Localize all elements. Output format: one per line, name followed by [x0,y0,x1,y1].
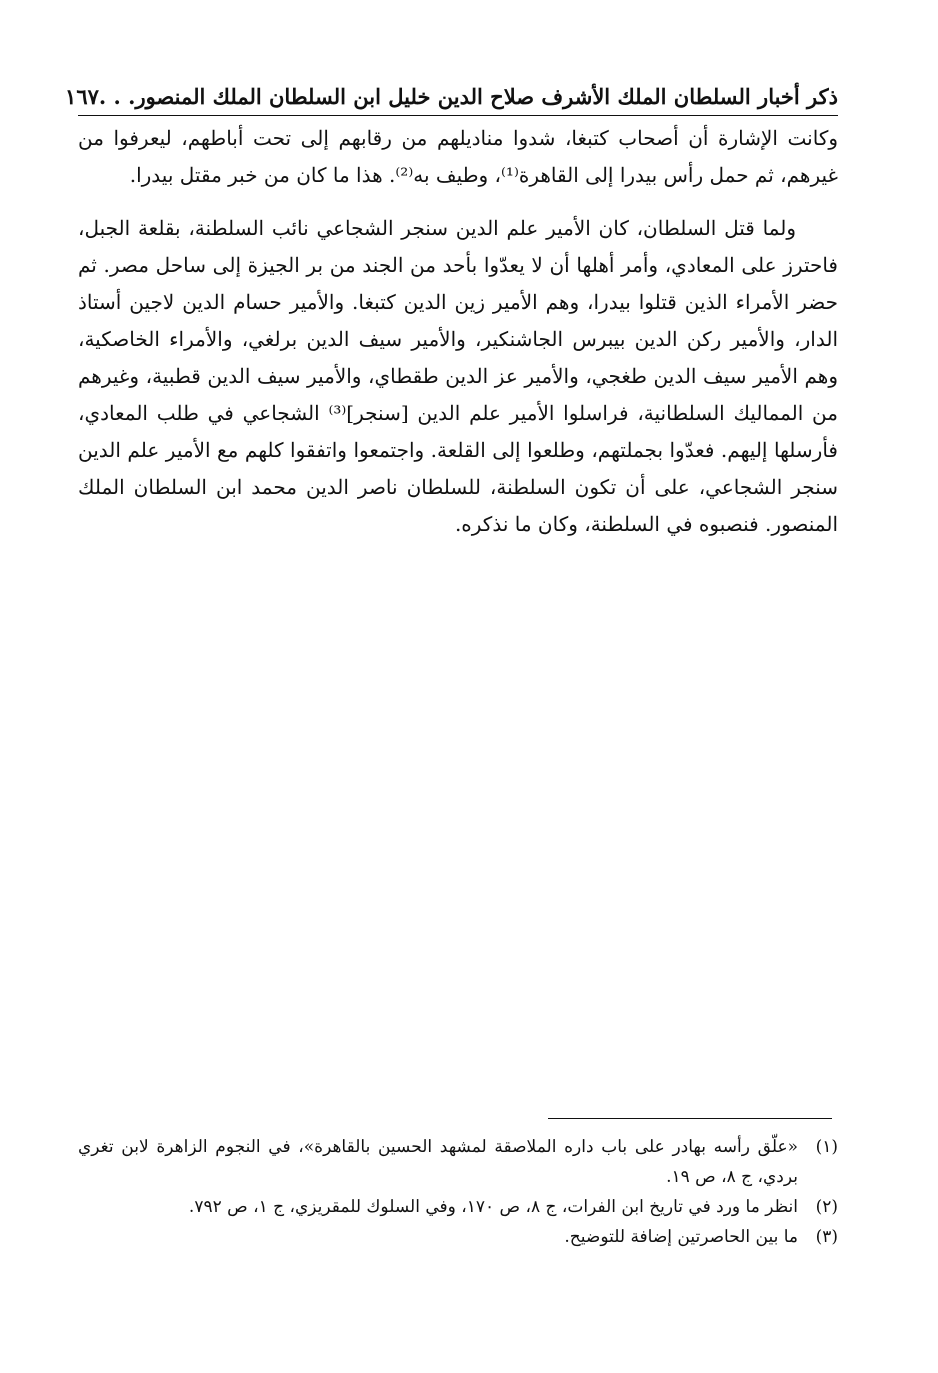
footnote-1 [78,1132,838,1192]
running-header [65,72,838,112]
footnote-number: (٣) [815,1227,838,1247]
main-text [78,120,838,559]
footnote-text: انظر ما ورد في تاريخ ابن الفرات، ج ٨، ص ١٧٠، وفي السلوك للمقريزي، ج ١، ص ٧٩٢. [188,1197,798,1217]
footnote-number: (١) [815,1137,838,1157]
footnote-2 [78,1192,838,1222]
footnote-text: ما بين الحاصرتين إضافة للتوضيح. [564,1227,798,1247]
footnotes [78,1132,838,1252]
footnote-3 [78,1222,838,1252]
header-title: ذكر أخبار السلطان الملك الأشرف صلاح الدين خليل ابن السلطان الملك المنصور. . . [98,84,838,109]
footnote-text: «علّق رأسه بهادر على باب داره الملاصقة لمشهد الحسين بالقاهرة»، في النجوم الزاهرة لابن تغري بردي، ج ٨، ص ١٩. [78,1137,798,1187]
page-number: ١٦٧ [65,84,99,109]
header-rule [78,115,838,116]
footnote-rule [548,1118,832,1119]
paragraph-1: وكانت الإشارة أن أصحاب كتبغا، شدوا مناديلهم من رقابهم إلى تحت أباطهم، ليعرفوا من غيرهم، ثم حمل رأس بيدرا إلى القاهرة⁽¹⁾، وطيف به⁽²⁾. هذا ما كان من خبر مقتل بيدرا. [78,126,838,187]
paragraph-2: ولما قتل السلطان، كان الأمير علم الدين سنجر الشجاعي نائب السلطنة، بقلعة الجبل، فاحترز على المعادي، وأمر أهلها أن لا يعدّوا بأحد من الجند من بر الجيزة إلى ساحل مصر. ثم حضر الأمراء الذين قتلوا بيدرا، وهم الأمير زين الدين كتبغا. والأمير حسام الدين لاجين أستاذ الدار، والأمير ركن الدين بيبرس الجاشنكير، والأمير سيف الدين برلغي، والأمراء الخاصكية، وهم الأمير سيف الدين طغجي، والأمير عز الدين طقطاي، والأمير سيف الدين قطبية، وغيرهم من المماليك السلطانية، فراسلوا الأمير علم الدين [سنجر]⁽³⁾ الشجاعي في طلب المعادي، فأرسلها إليهم. فعدّوا بجملتهم، وطلعوا إلى القلعة. واجتمعوا واتفقوا كلهم مع الأمير علم الدين سنجر الشجاعي، على أن تكون السلطنة، للسلطان ناصر الدين محمد ابن السلطان الملك المنصور. فنصبوه في السلطنة، وكان ما نذكره. [78,216,838,536]
footnote-number: (٢) [815,1197,838,1217]
